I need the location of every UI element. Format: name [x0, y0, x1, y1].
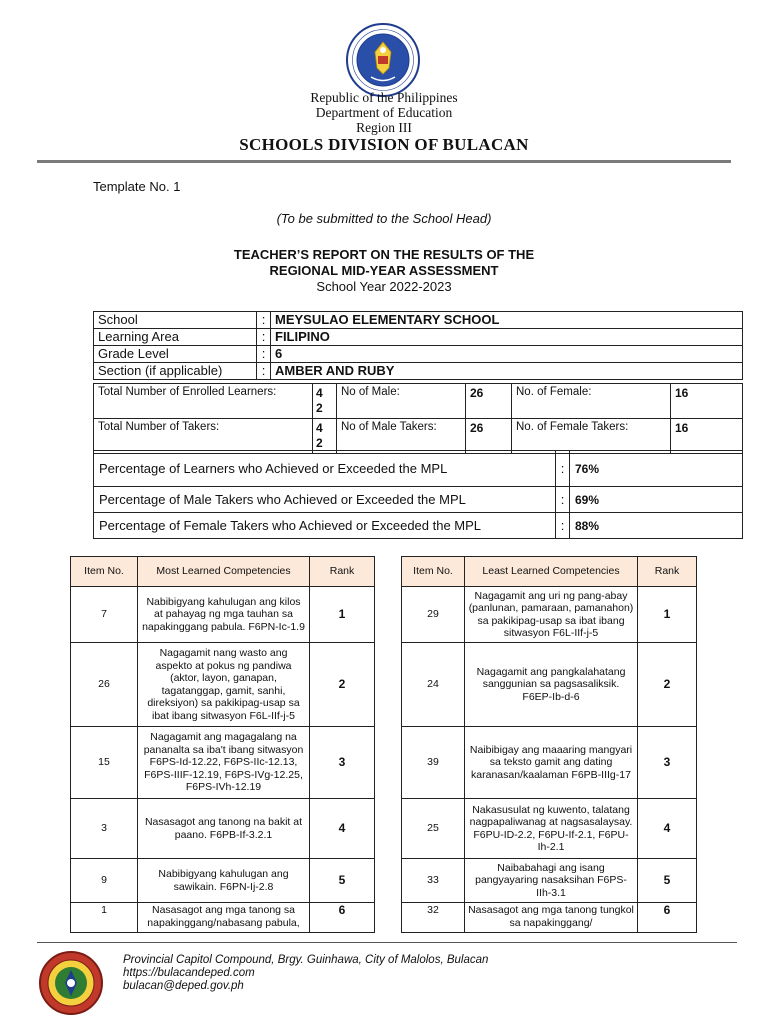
school-row: [94, 312, 743, 329]
mpl-percentage-table: [93, 450, 743, 539]
header-divider: [37, 160, 731, 163]
takers-digit-1: 4: [316, 421, 323, 435]
column-header: Item No.: [402, 557, 465, 587]
table-row: [402, 643, 697, 727]
grade-level-row: [94, 346, 743, 363]
takers-value: [313, 419, 337, 454]
male-takers-label: No of Male Takers:: [337, 419, 466, 454]
enrolled-digit-2: 2: [316, 401, 323, 415]
item-number: 25: [402, 799, 465, 859]
male-value: 26: [466, 384, 512, 419]
table-header-row: [71, 557, 375, 587]
table-row: [71, 727, 375, 799]
mpl-value: 88%: [570, 513, 743, 539]
learning-area-value: FILIPINO: [271, 329, 743, 346]
report-title-line2: REGIONAL MID-YEAR ASSESSMENT: [269, 263, 499, 278]
mpl-value: 76%: [570, 451, 743, 487]
rank-value: 4: [310, 799, 375, 859]
table-header-row: [402, 557, 697, 587]
rank-value: 6: [638, 903, 697, 933]
column-header: Item No.: [71, 557, 138, 587]
competency-text: Nakasusulat ng kuwento, talatang nagpapaliwanag at nagsasalaysay. F6PU-ID-2.2, F6PU-If-2.1, F6PU-Ih-2.1: [465, 799, 638, 859]
item-number: 33: [402, 859, 465, 903]
competency-text: Nagagamit nang wasto ang aspekto at pokus ng pandiwa (aktor, layon, ganapan, tagatanggap, gamit, sanhi, direksiyon) sa pakikipag-usap sa ibat ibang sitwasyon F6L-IIf-j-5: [138, 643, 310, 727]
rank-value: 6: [310, 903, 375, 933]
mpl-label: Percentage of Learners who Achieved or Exceeded the MPL: [94, 451, 556, 487]
rank-value: 3: [310, 727, 375, 799]
table-row: [71, 799, 375, 859]
footer-divider: [37, 942, 737, 943]
rank-value: 2: [310, 643, 375, 727]
table-row: [402, 903, 697, 933]
mpl-label: Percentage of Male Takers who Achieved or Exceeded the MPL: [94, 487, 556, 513]
deped-seal-logo: [345, 22, 421, 98]
item-number: 3: [71, 799, 138, 859]
division-title: SCHOOLS DIVISION OF BULACAN: [239, 135, 529, 154]
column-header: Rank: [638, 557, 697, 587]
colon: :: [257, 346, 271, 363]
template-number: Template No. 1: [93, 179, 181, 194]
competency-text: Nabibigyang kahulugan ang kilos at pahayag ng mga tauhan sa napakinggang pabula. F6PN-Ic-1.9: [138, 587, 310, 643]
mpl-row-male: [94, 487, 743, 513]
mpl-label: Percentage of Female Takers who Achieved or Exceeded the MPL: [94, 513, 556, 539]
footer-website[interactable]: https://bulacandeped.com: [123, 967, 255, 979]
mpl-value: 69%: [570, 487, 743, 513]
colon: :: [556, 487, 570, 513]
school-info-table: [93, 311, 743, 380]
female-label: No. of Female:: [512, 384, 671, 419]
takers-row: [94, 419, 743, 454]
item-number: 29: [402, 587, 465, 643]
most-learned-table: [70, 556, 375, 933]
rank-value: 5: [638, 859, 697, 903]
section-row: [94, 363, 743, 380]
item-number: 26: [71, 643, 138, 727]
item-number: 39: [402, 727, 465, 799]
competency-text: Nabibigyang kahulugan ang sawikain. F6PN-Ij-2.8: [138, 859, 310, 903]
enrolled-row: [94, 384, 743, 419]
learning-area-label: Learning Area: [94, 329, 257, 346]
colon: :: [556, 451, 570, 487]
male-label: No of Male:: [337, 384, 466, 419]
enrolled-value: [313, 384, 337, 419]
takers-label: Total Number of Takers:: [94, 419, 313, 454]
table-row: [402, 799, 697, 859]
column-header: Rank: [310, 557, 375, 587]
enrolled-digit-1: 4: [316, 386, 323, 400]
section-value: AMBER AND RUBY: [271, 363, 743, 380]
competency-text: Nagagamit ang pangkalahatang sanggunian sa pagsasaliksik. F6EP-Ib-d-6: [465, 643, 638, 727]
column-header: Least Learned Competencies: [465, 557, 638, 587]
enrolled-label: Total Number of Enrolled Learners:: [94, 384, 313, 419]
least-learned-table: [401, 556, 697, 933]
table-row: [71, 643, 375, 727]
grade-level-label: Grade Level: [94, 346, 257, 363]
footer-address: Provincial Capitol Compound, Brgy. Guinhawa, City of Malolos, Bulacan: [123, 954, 489, 966]
section-label: Section (if applicable): [94, 363, 257, 380]
rank-value: 5: [310, 859, 375, 903]
school-value: MEYSULAO ELEMENTARY SCHOOL: [271, 312, 743, 329]
column-header: Most Learned Competencies: [138, 557, 310, 587]
competency-text: Nagagamit ang magagalang na pananalta sa iba't ibang sitwasyon F6PS-Id-12.22, F6PS-IIc-12.13, F6PS-IIIF-12.19, F6PS-IVg-12.25, F6PS-IVh-12.19: [138, 727, 310, 799]
competency-text: Nasasagot ang mga tanong tungkol sa napakinggang/: [465, 903, 638, 933]
bulacan-division-logo: [38, 950, 104, 1016]
item-number: 15: [71, 727, 138, 799]
learner-count-table: [93, 383, 743, 454]
rank-value: 1: [638, 587, 697, 643]
colon: :: [556, 513, 570, 539]
male-takers-value: 26: [466, 419, 512, 454]
mpl-row-female: [94, 513, 743, 539]
female-value: 16: [671, 384, 743, 419]
item-number: 1: [71, 903, 138, 933]
table-row: [71, 859, 375, 903]
colon: :: [257, 312, 271, 329]
header-department: Department of Education: [315, 105, 453, 120]
competency-text: Nagagamit ang uri ng pang-abay (panlunan, pamaraan, pamanahon) sa pakikipag-usap sa ibat ibang sitwasyon F6L-IIf-j-5: [465, 587, 638, 643]
school-year: School Year 2022-2023: [316, 279, 452, 294]
table-row: [402, 587, 697, 643]
takers-digit-2: 2: [316, 436, 323, 450]
table-row: [71, 903, 375, 933]
female-takers-label: No. of Female Takers:: [512, 419, 671, 454]
competency-text: Nasasagot ang mga tanong sa napakinggang/nabasang pabula,: [138, 903, 310, 933]
table-row: [71, 587, 375, 643]
item-number: 32: [402, 903, 465, 933]
rank-value: 4: [638, 799, 697, 859]
grade-level-value: 6: [271, 346, 743, 363]
header-country: Republic of the Philippines: [310, 90, 458, 105]
footer-email[interactable]: bulacan@deped.gov.ph: [123, 980, 244, 992]
rank-value: 2: [638, 643, 697, 727]
colon: :: [257, 363, 271, 380]
competency-text: Naibabahagi ang isang pangyayaring nasaksihan F6PS-IIh-3.1: [465, 859, 638, 903]
competency-text: Nasasagot ang tanong na bakit at paano. F6PB-If-3.2.1: [138, 799, 310, 859]
rank-value: 3: [638, 727, 697, 799]
competency-text: Naibibigay ang maaaring mangyari sa teksto gamit ang dating karanasan/kaalaman F6PB-IIIg-17: [465, 727, 638, 799]
submission-note: (To be submitted to the School Head): [276, 211, 492, 226]
female-takers-value: 16: [671, 419, 743, 454]
item-number: 9: [71, 859, 138, 903]
header-region: Region III: [356, 120, 412, 135]
item-number: 24: [402, 643, 465, 727]
table-row: [402, 727, 697, 799]
table-row: [402, 859, 697, 903]
learning-area-row: [94, 329, 743, 346]
report-title-line1: TEACHER’S REPORT ON THE RESULTS OF THE: [233, 247, 535, 262]
item-number: 7: [71, 587, 138, 643]
mpl-row-all: [94, 451, 743, 487]
rank-value: 1: [310, 587, 375, 643]
school-label: School: [94, 312, 257, 329]
colon: :: [257, 329, 271, 346]
